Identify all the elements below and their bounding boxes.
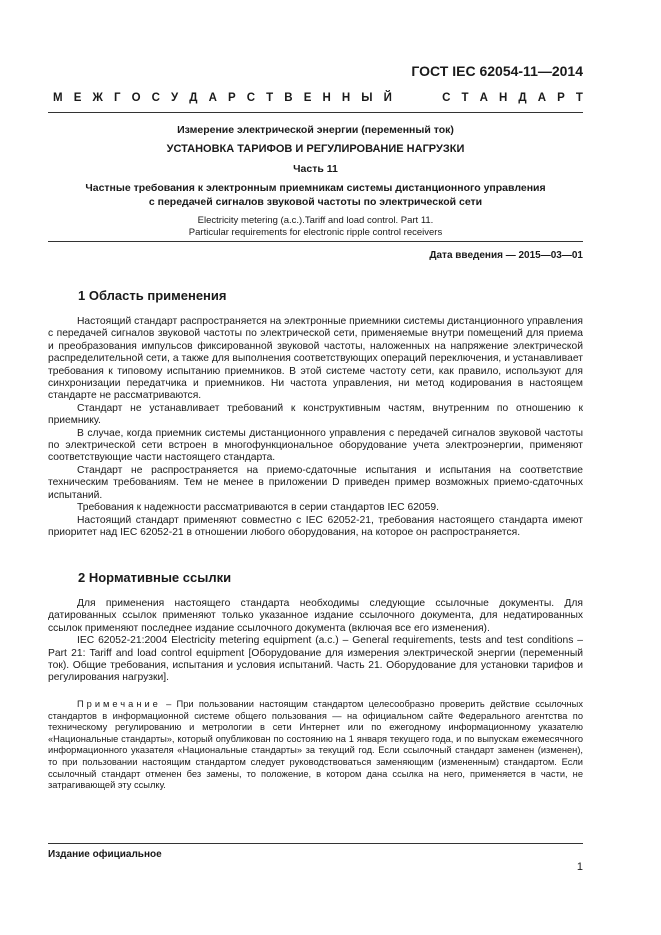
banner-letter: Т <box>575 92 583 104</box>
title-line-1: Измерение электрической энергии (переменный ток) <box>177 124 454 136</box>
paragraph: В случае, когда приемник системы дистанционного управления с передачей сигналов звуковой частоты по электрической сети встроен в многофункциональное оборудование учета электроэнергии, применяют соответствующие части настоящего стандарта. <box>48 427 583 464</box>
section-1-heading: 1 Область применения <box>78 288 227 303</box>
title-subtitle-a: Частные требования к электронным приемникам системы дистанционного управления <box>85 182 546 194</box>
banner-letter: С <box>246 92 256 104</box>
paragraph: Стандарт не распространяется на приемо-сдаточные испытания и испытания на соответствие техническим требованиям. Тем не менее в приложении D приведен пример возможных приемо-сдаточных испытаний. <box>48 464 583 501</box>
banner-letter: Р <box>557 92 565 104</box>
banner-letter: Н <box>341 92 351 104</box>
section-2-heading: 2 Нормативные ссылки <box>78 570 232 585</box>
section-2-body <box>48 598 583 685</box>
middle-rule <box>48 241 583 242</box>
banner-letter: Ж <box>92 92 103 104</box>
page-number: 1 <box>576 861 583 873</box>
banner-letter: Н <box>322 92 331 104</box>
banner-gap <box>403 92 431 104</box>
top-rule <box>48 112 583 113</box>
english-title-2: Particular requirements for electronic ripple control receivers <box>188 227 443 238</box>
banner-letter: А <box>537 92 547 104</box>
standard-code: ГОСТ IEC 62054-11—2014 <box>411 63 583 79</box>
title-line-main: УСТАНОВКА ТАРИФОВ И РЕГУЛИРОВАНИЕ НАГРУЗКИ <box>166 143 465 155</box>
standard-type-banner <box>53 92 583 104</box>
bottom-rule <box>48 843 583 844</box>
banner-letter: Т <box>461 92 469 104</box>
banner-letter: Е <box>73 92 82 104</box>
banner-letter: О <box>131 92 141 104</box>
banner-letter: М <box>53 92 63 104</box>
title-block <box>48 123 583 239</box>
banner-letter: У <box>171 92 179 104</box>
banner-letter: С <box>442 92 451 104</box>
banner-letter: А <box>208 92 217 104</box>
title-part: Часть 11 <box>293 163 338 175</box>
introduction-date: Дата введения — 2015—03—01 <box>429 250 583 261</box>
banner-letter: Д <box>518 92 527 104</box>
banner-letter: Н <box>499 92 508 104</box>
title-subtitle-b: с передачей сигналов звуковой частоты по электрической сети <box>148 196 483 208</box>
banner-letter: Г <box>113 92 121 104</box>
note-label: Примечание <box>77 699 161 709</box>
banner-letter: Е <box>303 92 312 104</box>
paragraph: Настоящий стандарт применяют совместно с IEC 62052-21, требования настоящего стандарта имеют приоритет над IEC 62052-21 в отношении любого оборудования, на которое он распространяется. <box>48 514 583 538</box>
banner-letter: А <box>479 92 488 104</box>
banner-letter: В <box>284 92 293 104</box>
paragraph: IEC 62052-21:2004 Electricity metering equipment (a.c.) – General requirements, tests and test conditions – Part 21: Tariff and load control equipment [Оборудование для измерения электрической энергии (переменный ток). Общие требования, испытания и условия испытаний. Часть 21. Оборудование для установки тарифов и регулирования нагрузки]. <box>48 635 583 684</box>
paragraph: Требования к надежности рассматриваются в серии стандартов IEC 62059. <box>77 502 439 514</box>
note-text: – При пользовании настоящим стандартом целесообразно проверить действие ссылочных стандартов в информационной системе общего пользования — на официальном сайте Федерального агентства по техническому регулированию и метрологии в сети Интернет или по ежегодному информационному указателю «Национальные стандарты», который опубликован по состоянию на 1 января текущего года, и по выпускам ежемесячного информационного указателя «Национальные стандарты» за текущий год. Если ссылочный стандарт заменен (изменен), то при пользовании настоящим стандартом следует руководствоваться заменяющим (измененным) стандартом. Если ссылочный стандарт отменен без замены, то положение, в котором дана ссылка на него, применяется в части, не затрагивающей эту ссылку. <box>48 699 583 791</box>
note-paragraph <box>48 699 583 792</box>
paragraph: Настоящий стандарт распространяется на электронные приемники системы дистанционного управления с передачей сигналов звуковой частоты по электрической сети, применяемые внутри помещений для приема и преобразования импульсов фиксированной звуковой частоты, наложенных на напряжение электрической распределительной сети, а также для выполнения соответствующих операций переключения, и устанавливает требования к типовому испытанию приемников. В этой системе частоту сети, как правило, используют для синхронизации передатчика и приемников. Ни частота управления, ни метод кодирования в настоящем стандарте не рассматриваются. <box>48 316 583 402</box>
english-title-1: Electricity metering (a.c.).Tariff and load control. Part 11. <box>197 215 434 226</box>
banner-letter: Р <box>227 92 236 104</box>
banner-letter: Д <box>189 92 198 104</box>
banner-letter: Й <box>383 92 392 104</box>
banner-letter: С <box>151 92 160 104</box>
paragraph: Стандарт не устанавливает требований к конструктивным частям, внутренним по отношению к приемнику. <box>48 402 583 427</box>
banner-letter: Ы <box>361 92 373 104</box>
edition-label: Издание официальное <box>48 849 162 860</box>
banner-letter: Т <box>266 92 274 104</box>
paragraph: Для применения настоящего стандарта необходимы следующие ссылочные документы. Для датированных ссылок применяют только указанное издание ссылочного документа, для недатированных ссылок применяют последнее издание ссылочного документа (включая все его изменения). <box>48 598 583 634</box>
section-1-body <box>48 316 583 539</box>
